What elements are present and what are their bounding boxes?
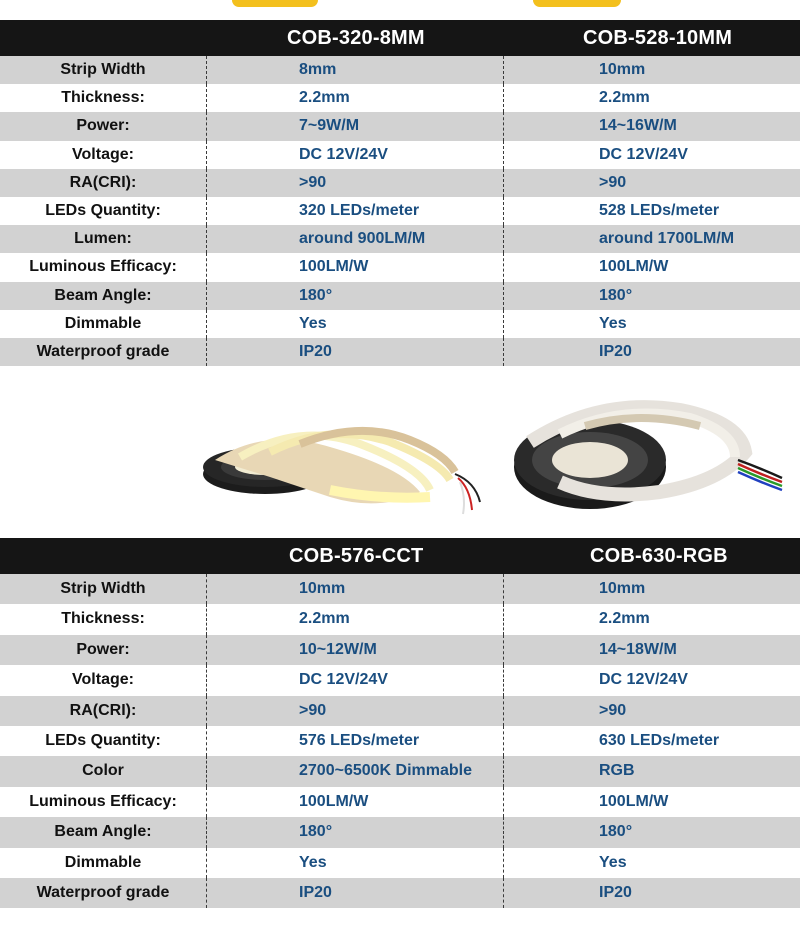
spec-value-model-2: 10mm [599,580,646,597]
spec-value-model-2: >90 [599,701,627,719]
spec-label: Beam Angle: [54,286,152,304]
spec-value-model-1: 2700~6500K Dimmable [299,762,472,780]
column-divider [206,56,207,84]
column-divider [503,787,504,817]
column-divider [503,84,504,112]
spec-label: Lumen: [74,230,132,248]
column-divider [503,56,504,84]
spec-value-model-1: Yes [299,314,327,332]
column-divider [206,604,207,634]
spec-row [0,141,800,169]
spec-row [0,282,800,310]
spec-value-model-2: DC 12V/24V [599,145,688,163]
spec-value-model-2: Yes [599,853,627,871]
spec-value-model-1: 10mm [299,580,346,597]
model-name-cob-576: COB-576-CCT [289,545,424,567]
spec-value-model-1: 2.2mm [299,89,350,107]
spec-value-model-1: 100LM/W [299,792,369,810]
spec-value-model-1: 8mm [299,61,337,78]
spec-label: Thickness: [61,610,145,628]
column-divider [206,169,207,197]
spec-row [0,878,800,908]
spec-value-model-2: 10mm [599,61,646,78]
spec-row [0,169,800,197]
column-divider [503,141,504,169]
rgb-led-strip-reel-image [514,407,782,509]
spec-table-2-rows [0,574,800,908]
spec-value-model-2: 528 LEDs/meter [599,201,720,219]
spec-row [0,197,800,225]
column-divider [206,84,207,112]
spec-table-1 [0,20,800,366]
spec-row [0,225,800,253]
spec-row [0,635,800,665]
spec-label: RA(CRI): [69,701,137,719]
column-divider [503,338,504,366]
spec-value-model-1: IP20 [299,883,332,901]
spec-value-model-1: 10~12W/M [299,640,377,658]
model-name-cob-528: COB-528-10MM [583,27,733,49]
spec-row [0,604,800,634]
column-divider [503,604,504,634]
spec-value-model-1: 100LM/W [299,258,369,276]
spec-value-model-2: RGB [599,762,635,780]
spec-row [0,84,800,112]
spec-row [0,253,800,281]
spec-row [0,756,800,786]
column-divider [206,574,207,604]
spec-row [0,338,800,366]
spec-row [0,787,800,817]
spec-value-model-1: Yes [299,853,327,871]
column-divider [206,310,207,338]
spec-value-model-2: around 1700LM/M [599,230,735,248]
spec-value-model-2: 14~18W/M [599,640,677,658]
column-divider [503,817,504,847]
column-divider [503,848,504,878]
led-reel-top-left-image [232,0,318,7]
spec-value-model-2: 2.2mm [599,610,650,628]
spec-label: Thickness: [61,89,145,107]
spec-label: Waterproof grade [36,342,170,360]
top-product-image-strip [0,0,800,10]
spec-value-model-1: around 900LM/M [299,230,426,248]
column-divider [503,756,504,786]
column-divider [206,141,207,169]
product-photos [0,382,800,532]
led-reel-top-right-image [533,0,621,7]
spec-label: Voltage: [72,671,134,689]
spec-label: Waterproof grade [36,883,170,901]
spec-label: Strip Width [60,61,146,78]
spec-value-model-2: Yes [599,314,627,332]
column-divider [206,225,207,253]
column-divider [206,726,207,756]
spec-label: Beam Angle: [54,823,152,841]
spec-value-model-1: >90 [299,701,327,719]
column-divider [503,253,504,281]
spec-row [0,112,800,140]
product-photos-svg [0,382,800,532]
column-divider [206,696,207,726]
spec-row [0,574,800,604]
spec-label: Power: [76,117,130,135]
spec-row [0,848,800,878]
spec-label: Power: [76,640,130,658]
column-divider [206,848,207,878]
spec-table-2 [0,538,800,908]
column-divider [503,878,504,908]
column-divider [503,282,504,310]
spec-label: LEDs Quantity: [45,731,161,749]
spec-value-model-1: IP20 [299,342,332,360]
spec-value-model-2: 100LM/W [599,258,669,276]
model-name-cob-630: COB-630-RGB [590,545,728,567]
spec-row [0,310,800,338]
spec-table-1-header [0,20,800,56]
spec-value-model-2: 180° [599,286,633,304]
spec-value-model-2: 100LM/W [599,792,669,810]
column-divider [206,338,207,366]
column-divider [503,112,504,140]
spec-value-model-2: IP20 [599,342,632,360]
spec-value-model-2: DC 12V/24V [599,671,688,689]
spec-table-1-rows [0,56,800,366]
spec-value-model-2: 2.2mm [599,89,650,107]
column-divider [206,635,207,665]
spec-value-model-2: IP20 [599,883,632,901]
column-divider [503,726,504,756]
spec-value-model-2: 630 LEDs/meter [599,731,720,749]
spec-value-model-1: 576 LEDs/meter [299,731,420,749]
spec-label: Color [82,762,124,780]
cct-led-strip-reel-image [203,431,480,514]
column-divider [206,756,207,786]
column-divider [503,635,504,665]
spec-label: RA(CRI): [69,173,137,191]
spec-row [0,56,800,84]
spec-value-model-2: >90 [599,173,627,191]
column-divider [206,817,207,847]
spec-row [0,726,800,756]
spec-value-model-1: 320 LEDs/meter [299,201,420,219]
column-divider [503,310,504,338]
spec-label: Voltage: [72,145,134,163]
column-divider [503,696,504,726]
column-divider [503,169,504,197]
spec-value-model-1: DC 12V/24V [299,671,388,689]
spec-label: Dimmable [64,853,142,871]
spec-value-model-1: >90 [299,173,327,191]
spec-value-model-1: 180° [299,286,333,304]
spec-label: Strip Width [60,580,146,597]
spec-label: LEDs Quantity: [45,201,161,219]
spec-row [0,696,800,726]
column-divider [503,665,504,695]
column-divider [206,787,207,817]
column-divider [206,665,207,695]
column-divider [503,225,504,253]
spec-value-model-1: 7~9W/M [299,117,360,135]
column-divider [503,574,504,604]
column-divider [206,253,207,281]
spec-value-model-1: 2.2mm [299,610,350,628]
spec-value-model-2: 14~16W/M [599,117,677,135]
column-divider [206,197,207,225]
column-divider [206,282,207,310]
column-divider [503,197,504,225]
spec-value-model-1: 180° [299,823,333,841]
column-divider [206,878,207,908]
spec-value-model-1: DC 12V/24V [299,145,388,163]
column-divider [206,112,207,140]
spec-row [0,817,800,847]
spec-label: Luminous Efficacy: [29,792,177,810]
model-name-cob-320: COB-320-8MM [287,27,425,49]
spec-label: Dimmable [64,314,142,332]
spec-value-model-2: 180° [599,823,633,841]
spec-table-2-header [0,538,800,574]
spec-row [0,665,800,695]
spec-label: Luminous Efficacy: [29,258,177,276]
